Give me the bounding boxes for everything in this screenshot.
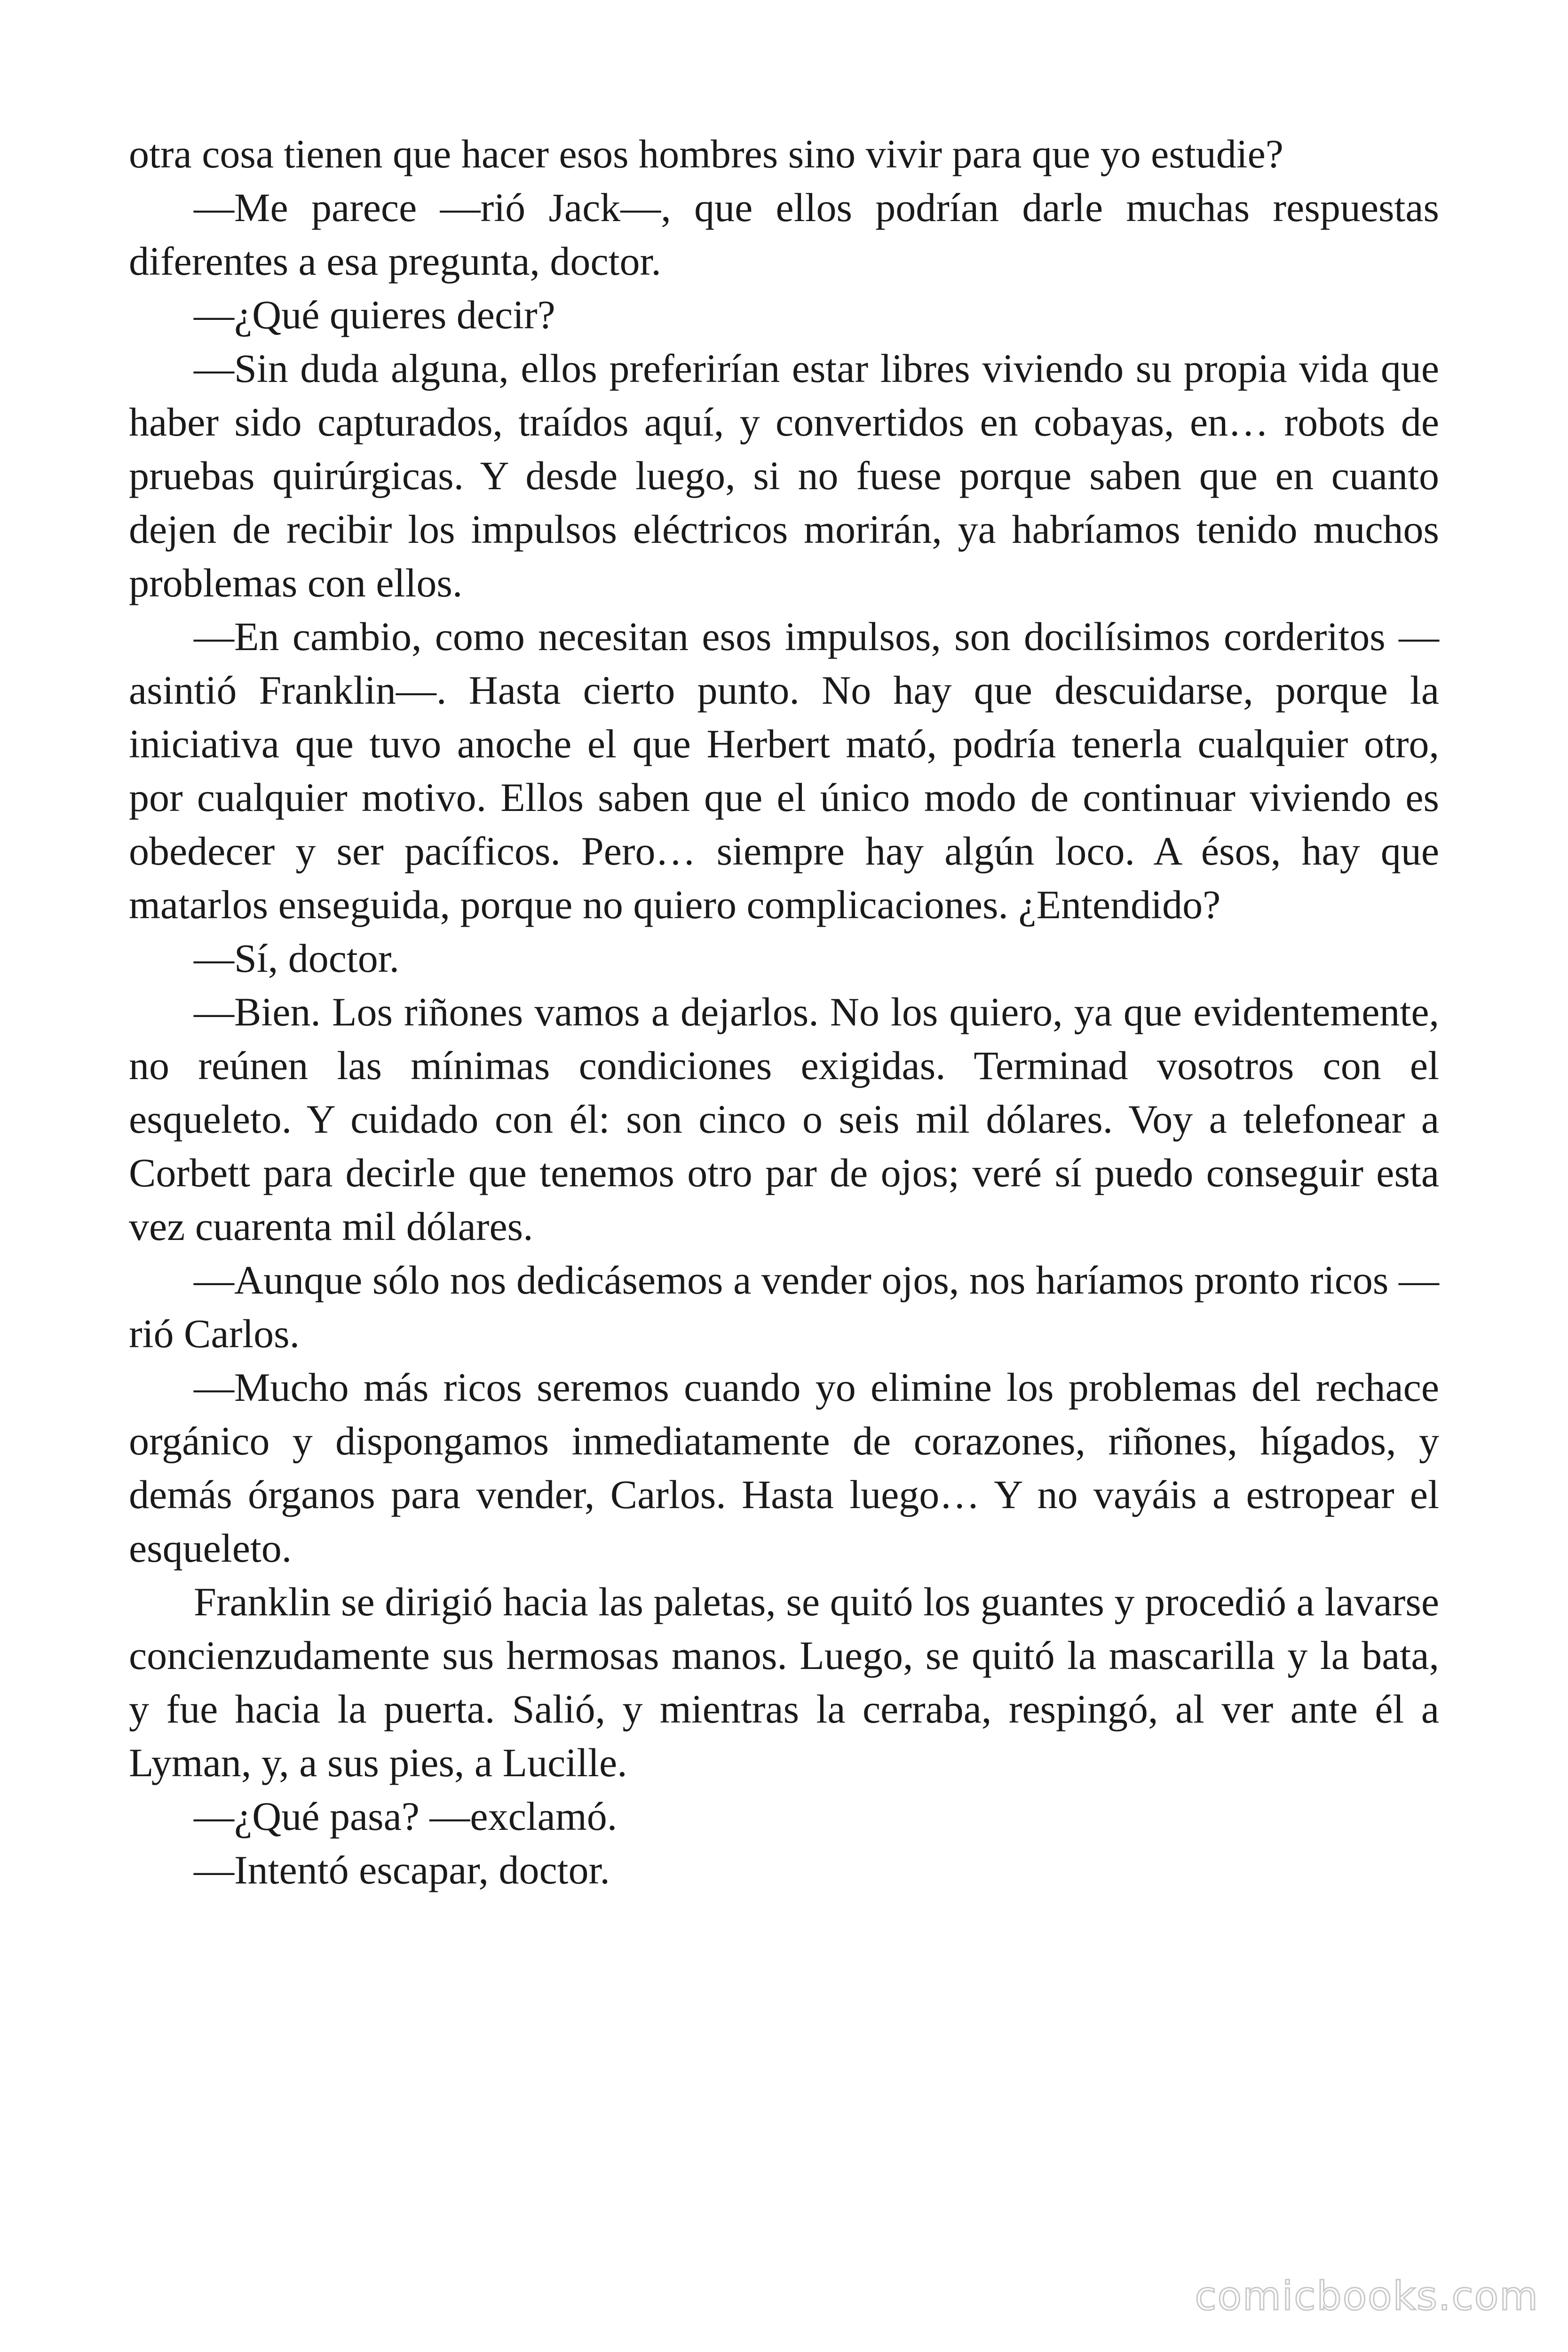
paragraph: otra cosa tienen que hacer esos hombres sino vivir para que yo estudie? [129,131,1283,176]
watermark: comicbooks.com [1195,2273,1539,2319]
paragraph: —¿Qué quieres decir? [194,292,555,337]
paragraph: —Aunque sólo nos dedicásemos a vender ojos, nos haríamos pronto ricos —rió Carlos. [129,1257,1439,1356]
paragraph: —Bien. Los riñones vamos a dejarlos. No los quiero, ya que evidentemente, no reúnen las mínimas condiciones exigidas. Terminad vosotros con el esqueleto. Y cuidado con él: son cinco o seis mil dólares. Voy a telefonear a Corbett para decirle que tenemos otro par de ojos; veré sí puedo conseguir esta vez cuarenta mil dólares. [129,989,1439,1249]
paragraph: —Intentó escapar, doctor. [194,1847,610,1892]
paragraph: —En cambio, como necesitan esos impulsos, son docilísimos corderitos —asintió Franklin—. Hasta cierto punto. No hay que descuidarse, porque la iniciativa que tuvo anoche el que Herbert mató, podría tenerla cualquier otro, por cualquier motivo. Ellos saben que el único modo de continuar viviendo es obedecer y ser pacíficos. Pero… siempre hay algún loco. A ésos, hay que matarlos enseguida, porque no quiero complicaciones. ¿Entendido? [129,614,1439,927]
paragraph: —Mucho más ricos seremos cuando yo elimine los problemas del rechace orgánico y dispongamos inmediatamente de corazones, riñones, hígados, y demás órganos para vender, Carlos. Hasta luego… Y no vayáis a estropear el esqueleto. [129,1365,1439,1571]
paragraph: —Me parece —rió Jack—, que ellos podrían darle muchas respuestas diferentes a esa pregunta, doctor. [129,185,1439,284]
paragraph: Franklin se dirigió hacia las paletas, se quitó los guantes y procedió a lavarse concienzudamente sus hermosas manos. Luego, se quitó la mascarilla y la bata, y fue hacia la puerta. Salió, y mientras la cerraba, respingó, al ver ante él a Lyman, y, a sus pies, a Lucille. [129,1579,1439,1785]
paragraph: —Sin duda alguna, ellos preferirían estar libres viviendo su propia vida que haber sido capturados, traídos aquí, y convertidos en cobayas, en… robots de pruebas quirúrgicas. Y desde luego, si no fuese porque saben que en cuanto dejen de recibir los impulsos eléctricos morirán, ya habríamos tenido muchos problemas con ellos. [129,346,1439,605]
paragraph: —Sí, doctor. [194,936,400,981]
paragraph: —¿Qué pasa? —exclamó. [194,1794,618,1839]
page-text [129,127,1439,1897]
